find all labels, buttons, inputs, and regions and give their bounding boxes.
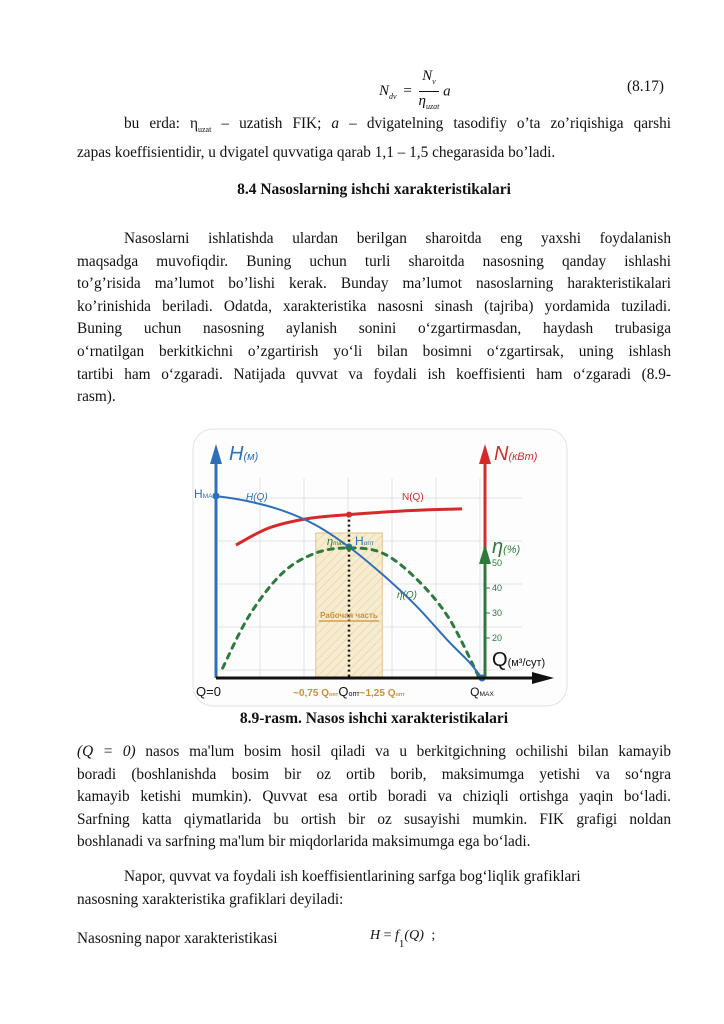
x-tick-label: QMAX (470, 685, 494, 699)
working-zone-label: Рабочая часть (320, 611, 378, 620)
paragraph-line: Buning uchun nasosning aylanish sonini o‘zgartirmasdan, haydash trubasiga (77, 320, 671, 338)
paragraph-line: Sarfning katta qiymatlarida bu ortish bir oz susayishi mumkin. FIK grafigi noldan (77, 810, 671, 828)
formula-numerator: $N_v$ (419, 68, 440, 92)
paragraph-line: maqsadga muvofiqdir. Buning uchun turli sharoitda nasosning qanday ishlashi (77, 252, 671, 270)
head-characteristic-formula: $H = f_1(Q)$ ; (370, 928, 436, 950)
q-axis-title: Q(м³/сут) (492, 649, 546, 671)
eta-tick-label: 50 (492, 558, 503, 568)
x-tick-label: ~0,75 Qопт (293, 688, 339, 699)
formula-fraction (419, 68, 440, 116)
x-tick-label: ~1,25 Qопт (359, 688, 405, 699)
figure-caption: 8.9-rasm. Nasos ishchi xarakteristikalari (239, 710, 509, 727)
formula-factor: a (443, 83, 451, 100)
h-opt-label: Hопт (355, 533, 374, 548)
x-tick-label: Qопт (338, 684, 360, 699)
paragraph-line: nasosning xarakteristika grafiklari deyiladi: (77, 890, 344, 908)
formula-lhs: $N_{dv}$ (379, 83, 397, 102)
paragraph-line: kamayib ketishi mumkin). Quvvat esa ortib boradi va chiziqli ortishga yaqin bo‘ladi. (77, 788, 671, 806)
paragraph-q-zero (77, 741, 671, 854)
paragraph-line: rasm). (77, 388, 116, 406)
paragraph-line: (Q = 0) nasos ma'lum bosim hosil qiladi va u berkitgichning ochilishi bilan kamayib (77, 743, 671, 760)
paragraph-line: tartibi ham o‘zgaradi. Natijada quvvat va foydali ish koeffisienti ham o‘zgaradi (8.9- (77, 365, 671, 383)
head-series-label: H(Q) (246, 492, 268, 503)
x-tick-label: Q=0 (196, 684, 221, 699)
paragraph-line: o‘rnatilgan berkitkichni o’zgartirish yo‘li bilan bosimni o‘zgartirsak, uning ishlash (77, 342, 671, 360)
eta-tick-label: 40 (492, 583, 503, 593)
paragraph-line: bu erda: $\eta_{uzat}$ – uzatish FIK; a – dvigatelning tasodifiy o’ta zo’riqishiga qarshi (124, 115, 671, 135)
paragraph-line: Napor, quvvat va foydali ish koeffisientlarining sarfga bog‘liqlik grafiklari (124, 868, 581, 885)
paragraph-line: zapas koeffisientidir, u dvigatel quvvatiga qarab 1,1 – 1,5 chegarasida bo’ladi. (77, 143, 556, 161)
h-max-label: HMAX (194, 487, 217, 501)
q-zero-lead: (Q = 0) (77, 743, 136, 760)
formula-8-17 (379, 68, 451, 116)
paragraph-line: boshlanadi va sarfning ma'lum bir miqdorlarida maksimumga ega bo‘ladi. (77, 833, 531, 851)
paragraph-napor (77, 866, 671, 911)
h-axis-title: H(м) (229, 443, 259, 465)
power-series-label: N(Q) (402, 492, 424, 503)
eta-tick-label: 20 (492, 633, 503, 643)
paragraph-where (77, 113, 671, 164)
paragraph-line: Nasoslarni ishlatishda ulardan berilgan sharoitda eng yaxshi foydalanish (124, 230, 671, 247)
paragraph-line: to’g’risida ma’lumot bo’lishi kerak. Bunday ma’lumot nasoslarning harakteristikalari (77, 275, 671, 293)
head-characteristic-label: Nasosning napor xarakteristikasi (77, 930, 278, 947)
formula-denominator: $\eta_{uzat}$ (418, 93, 440, 111)
eta-max-label: ηmax (327, 536, 345, 548)
eta-tick-label: 30 (492, 608, 503, 618)
section-heading: 8.4 Nasoslarning ishchi xarakteristikalari (237, 181, 511, 198)
n-opt-point (346, 512, 352, 518)
paragraph-line: boradi (boshlanishda bosim bir oz ortib borib, maksimumga yetishi va so‘ngra (77, 765, 671, 783)
eta-max-point (346, 545, 352, 551)
pump-characteristics-figure (192, 428, 568, 708)
formula-equals: = (403, 83, 412, 100)
n-axis-title: N(кВт) (494, 443, 538, 465)
paragraph-line: ko’rinishida beriladi. Odatda, xarakteristika nasosni sinash (tajriba) yordamida tuziladi. (77, 297, 671, 315)
efficiency-series-label: η(Q) (397, 590, 417, 601)
equation-number: (8.17) (627, 78, 664, 95)
eta-axis-title: η(%) (492, 536, 521, 558)
paragraph-intro (77, 228, 671, 409)
